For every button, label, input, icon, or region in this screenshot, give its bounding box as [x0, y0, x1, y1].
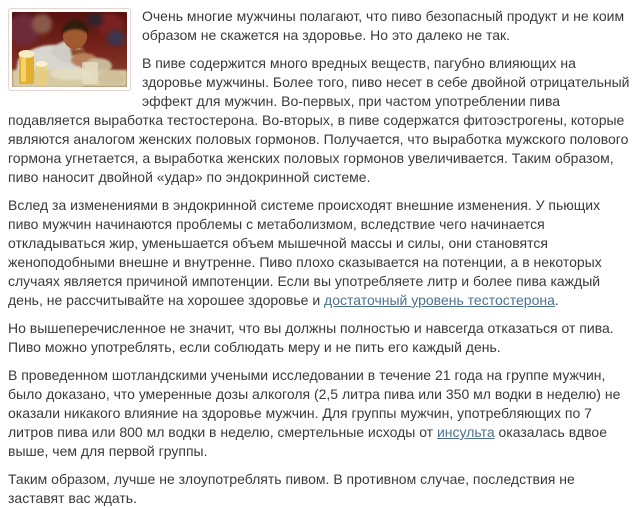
- man-drinking-beer-illustration: [12, 12, 127, 87]
- inline-link[interactable]: инсульта: [436, 424, 495, 440]
- paragraph: [8, 319, 632, 357]
- paragraph-text: Вслед за изменениями в эндокринной системе происходят внешние изменения. У пьющих пиво мужчин начинаются проблемы с метаболизмом, вследствие чего начинается откладываться жир, уменьшается объем мышечной массы и силы, они становятся женоподобными внешне и внутренне. Пиво плохо сказывается на потенции, а в некоторых случаях является причиной импотенции. Если вы употребляете литр и более пива каждый день, не рассчитывайте на хорошее здоровье и: [8, 197, 602, 308]
- paragraph-text: Таким образом, лучше не злоупотреблять пивом. В противном случае, последствия не заставят вас ждать.: [8, 471, 575, 506]
- paragraph-text: Но вышеперечисленное не значит, что вы должны полностью и навсегда отказаться от пива. Пиво можно употреблять, если соблюдать меру и не пить его каждый день.: [8, 320, 614, 355]
- paragraph: [8, 196, 632, 310]
- inline-link[interactable]: достаточный уровень тестостерона: [324, 292, 555, 308]
- paragraph-text: Очень многие мужчины полагают, что пиво безопасный продукт и не коим образом не скажется на здоровье. Но это далеко не так.: [142, 8, 625, 43]
- paragraph-text: оказалась вдвое выше, чем для первой группы.: [8, 424, 608, 459]
- paragraph: [8, 366, 632, 461]
- paragraph-text: В пиве содержится много вредных веществ, пагубно влияющих на здоровье мужчины. Более того, пиво несет в себе двойной отрицательный эффект для мужчин. Во-первых, при частом употреблении пива подавляется выработка тестостерона. Во-вторых, в пиве содержатся фитоэстрогены, которые являются аналогом женских половых гормонов. Получается, что выработка мужского полового гормона угнетается, а выработка женских половых гормонов увеличивается. Таким образом, пиво наносит двойной «удар» по эндокринной системе.: [8, 55, 630, 185]
- paragraph-text: В проведенном шотландскими учеными исследовании в течение 21 года на группе мужчин, было доказано, что умеренные дозы алкоголя (2,5 литра пива или 350 мл водки в неделю) не оказали никакого влияние на здоровье мужчин. Для группы мужчин, употребляющих по 7 литров пива или 800 мл водки в неделю, смертельные исходы от: [8, 367, 621, 440]
- paragraph: [8, 470, 632, 508]
- man-drinking-beer-photo: [8, 8, 131, 91]
- paragraph-text: .: [554, 292, 559, 308]
